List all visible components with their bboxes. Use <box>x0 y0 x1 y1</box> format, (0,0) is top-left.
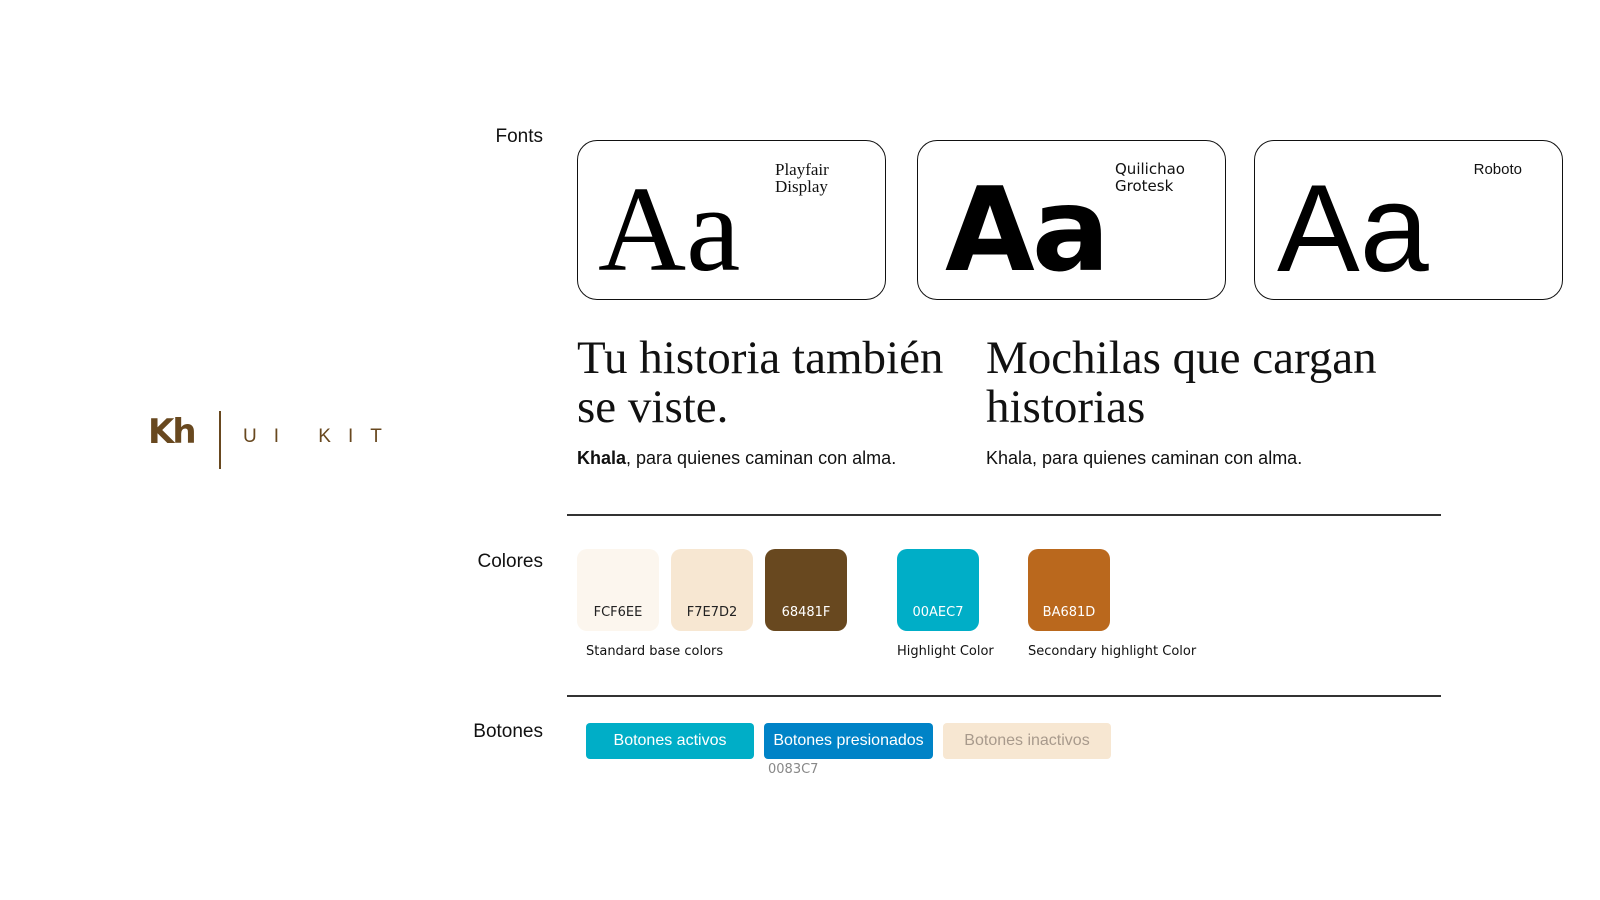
swatch-code: F7E7D2 <box>686 605 738 620</box>
brand-kit-label: UI KIT <box>243 426 399 447</box>
caption-secondary-highlight: Secondary highlight Color <box>1028 644 1197 659</box>
font-card-playfair <box>577 140 886 300</box>
swatch-fcf6ee <box>577 549 659 631</box>
swatch-code: FCF6EE <box>593 605 643 620</box>
font-card-quilichao <box>917 140 1226 300</box>
pressed-color-code: 0083C7 <box>768 762 819 777</box>
tagline-rest: , para quienes caminan con alma. <box>626 448 897 468</box>
swatch-ba681d <box>1028 549 1110 631</box>
fonts-section-label: Fonts <box>495 126 543 147</box>
swatch-00aec7 <box>897 549 979 631</box>
pressed-button[interactable]: Botones presionados <box>764 723 933 759</box>
brand-logo-mark: Kh <box>148 412 195 452</box>
font-sample: Aa <box>598 162 741 297</box>
swatch-68481f <box>765 549 847 631</box>
headline-1: Tu historia también se viste. <box>577 332 944 433</box>
brand-divider <box>219 411 221 469</box>
caption-highlight-color: Highlight Color <box>897 644 994 659</box>
inactive-button[interactable]: Botones inactivos <box>943 723 1111 759</box>
font-name: Playfair Display <box>775 160 829 196</box>
swatch-code: 68481F <box>781 605 831 620</box>
swatch-f7e7d2 <box>671 549 753 631</box>
tagline-2: Khala, para quienes caminan con alma. <box>986 448 1303 468</box>
active-button[interactable]: Botones activos <box>586 723 754 759</box>
divider-colors-buttons <box>567 695 1441 697</box>
buttons-section-label: Botones <box>473 721 543 742</box>
font-sample: Aa <box>945 163 1108 298</box>
swatch-code: 00AEC7 <box>912 605 964 620</box>
colors-section-label: Colores <box>477 551 543 572</box>
swatch-code: BA681D <box>1042 605 1096 620</box>
tagline-1 <box>577 448 896 469</box>
tagline-brand: Khala <box>577 448 627 468</box>
font-name: Roboto <box>1473 161 1522 178</box>
headline-2: Mochilas que cargan historias <box>986 332 1377 433</box>
font-sample: Aa <box>1277 160 1429 298</box>
caption-standard-colors: Standard base colors <box>586 644 724 659</box>
font-card-roboto <box>1254 140 1563 300</box>
divider-fonts-colors <box>567 514 1441 516</box>
font-name: Quilichao Grotesk <box>1115 160 1185 195</box>
